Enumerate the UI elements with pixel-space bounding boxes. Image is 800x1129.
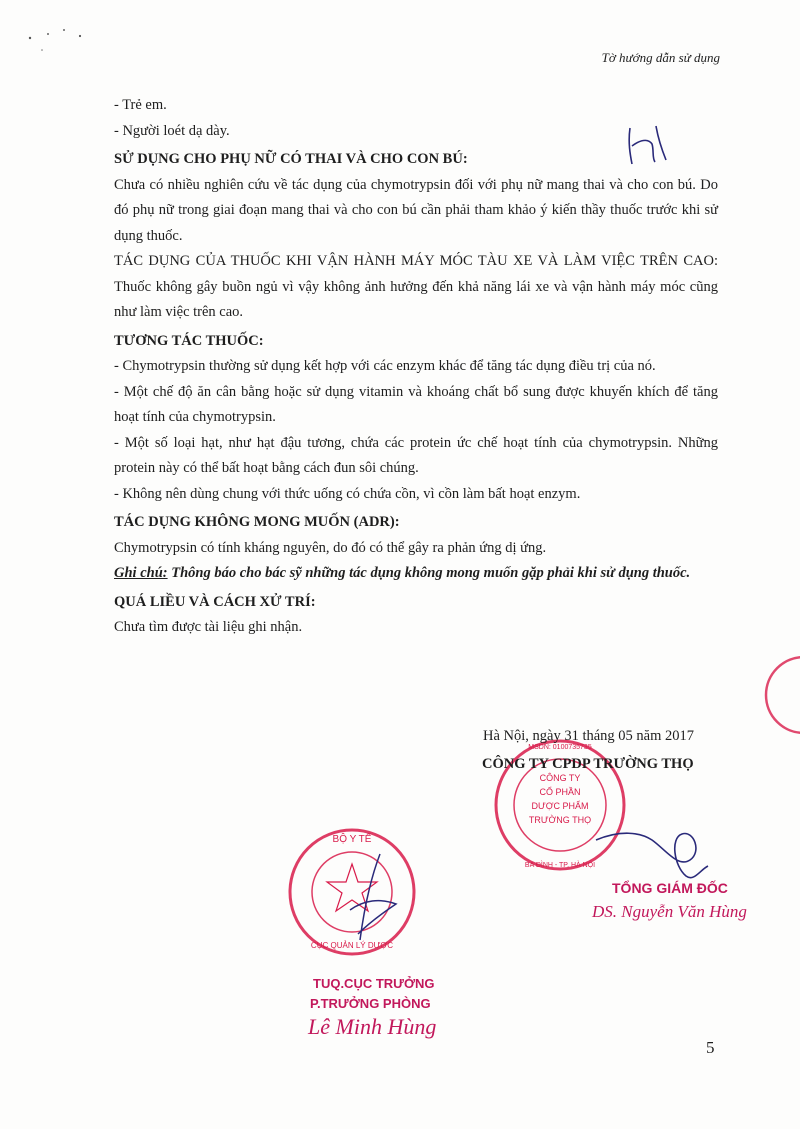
adr-text: Chymotrypsin có tính kháng nguyên, do đó có thể gây ra phản ứng dị ứng. <box>114 539 547 556</box>
overdose-heading: QUÁ LIỀU VÀ CÁCH XỬ TRÍ: <box>114 593 316 610</box>
driving-paragraph <box>114 249 718 326</box>
svg-text:CỔ PHẦN: CỔ PHẦN <box>539 787 581 797</box>
document-body <box>114 93 718 641</box>
svg-text:CÔNG TY: CÔNG TY <box>539 773 581 783</box>
scan-specks <box>20 20 100 60</box>
edge-stamp-fragment <box>752 650 800 740</box>
director-name: DS. Nguyễn Văn Hùng <box>592 902 747 921</box>
contraindication-item: - Trẻ em. <box>114 97 167 113</box>
approval-name: Lê Minh Hùng <box>308 1014 437 1039</box>
director-title: TỔNG GIÁM ĐỐC <box>612 880 728 896</box>
overdose-text: Chưa tìm được tài liệu ghi nhận. <box>114 619 303 635</box>
signing-date: Hà Nội, ngày 31 tháng 05 năm 2017 <box>483 728 695 744</box>
company-name: CÔNG TY CPDP TRƯỜNG THỌ <box>482 756 694 772</box>
approval-line-2: P.TRƯỞNG PHÒNG <box>310 996 431 1011</box>
note-label: Ghi chú: <box>114 565 168 581</box>
svg-text:DƯỢC PHẨM: DƯỢC PHẨM <box>531 801 589 811</box>
pregnancy-heading: SỬ DỤNG CHO PHỤ NỮ CÓ THAI VÀ CHO CON BÚ: <box>114 151 468 167</box>
note-text: Thông báo cho bác sỹ những tác dụng không mong muốn gặp phải khi sử dụng thuốc. <box>167 565 691 581</box>
driving-heading: TÁC DỤNG CỦA THUỐC KHI VẬN HÀNH MÁY MÓC TÀU XE VÀ LÀM VIỆC TRÊN CAO <box>114 253 714 269</box>
interactions-heading: TƯƠNG TÁC THUỐC: <box>114 332 264 349</box>
contraindication-item: - Người loét dạ dày. <box>114 122 230 139</box>
driving-text: : Thuốc không gây buồn ngủ vì vậy không ảnh hưởng đến khả năng lái xe và vận hành máy móc cũng như làm việc trên cao. <box>114 253 718 320</box>
document-type-label: Tờ hướng dẫn sử dụng <box>601 50 720 65</box>
svg-text:TRƯỜNG THỌ: TRƯỜNG THỌ <box>528 815 592 825</box>
director-signature <box>590 810 720 890</box>
interaction-item: - Không nên dùng chung với thức uống có chứa cồn, vì cồn làm bất hoạt enzym. <box>114 485 581 502</box>
svg-text:MSDN: 0100735735: MSDN: 0100735735 <box>528 744 592 751</box>
svg-text:CỤC QUẢN LÝ DƯỢC: CỤC QUẢN LÝ DƯỢC <box>310 941 394 950</box>
interaction-item: - Một chế độ ăn cân bằng hoặc sử dụng vitamin và khoáng chất bổ sung được khuyến khích để tăng hoạt tính của chymotrypsin. <box>114 383 718 425</box>
adr-note <box>114 561 718 587</box>
page-number: 5 <box>706 1038 715 1057</box>
svg-text:BA ĐÌNH - TP. HÀ NỘI: BA ĐÌNH - TP. HÀ NỘI <box>524 862 596 869</box>
approval-line-1: TUQ.CỤC TRƯỞNG <box>313 976 435 991</box>
adr-heading: TÁC DỤNG KHÔNG MONG MUỐN (ADR): <box>114 514 400 530</box>
approval-signature <box>340 850 410 970</box>
pregnancy-text: Chưa có nhiều nghiên cứu về tác dụng của chymotrypsin đối với phụ nữ mang thai và cho con bú. Do đó phụ nữ trong giai đoạn mang thai và cho con bú cần phải tham khảo ý kiến thầy thuốc trước khi sử dụng thuốc. <box>114 176 718 244</box>
svg-text:BỘ Y TẾ: BỘ Y TẾ <box>332 834 372 845</box>
interaction-item: - Một số loại hạt, như hạt đậu tương, chứa các protein ức chế hoạt tính của chymotrypsin. Những protein này có thể bất hoạt bằng cách đun sôi chúng. <box>114 434 718 476</box>
interaction-item: - Chymotrypsin thường sử dụng kết hợp với các enzym khác để tăng tác dụng điều trị của nó. <box>114 358 656 374</box>
